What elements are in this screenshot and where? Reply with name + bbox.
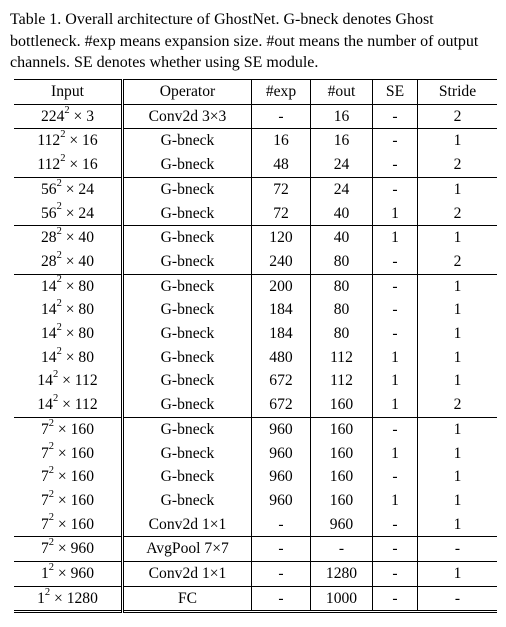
header-operator: Operator [123,80,252,105]
input-channels: × 160 [54,491,95,509]
cell-se: - [373,465,418,489]
cell-stride: 2 [453,252,462,270]
input-base: 7 [40,444,49,462]
input-base: 14 [40,301,57,319]
cell-exp: 960 [252,442,311,466]
cell-exp: - [252,104,311,129]
table-row [14,489,497,513]
cell-operator: G-bneck [123,369,252,393]
cell-se: 1 [373,346,418,370]
cell-exp: - [252,513,311,537]
cell-se: - [373,586,418,612]
cell-exp: 672 [252,369,311,393]
cell-exp: - [252,562,311,587]
header-input: Input [14,80,123,105]
cell-operator: G-bneck [123,226,252,250]
cell-se: - [373,513,418,537]
cell-input [14,442,123,466]
cell-input [14,226,123,250]
input-channels: × 960 [54,540,95,558]
cell-stride: 1 [453,277,462,295]
cell-input [14,346,123,370]
cell-out: 960 [311,513,373,537]
cell-operator: G-bneck [123,298,252,322]
cell-out: 112 [311,346,373,370]
cell-out: 160 [311,417,373,441]
input-base: 7 [40,491,49,509]
cell-exp: 120 [252,226,311,250]
cell-exp: 72 [252,177,311,201]
cell-exp: 960 [252,417,311,441]
input-exponent: 2 [48,561,55,573]
cell-input [14,153,123,177]
table-row [14,465,497,489]
input-channels: × 160 [54,468,95,486]
table-row [14,369,497,393]
cell-out: 160 [311,442,373,466]
input-channels: × 160 [54,444,95,462]
cell-operator: G-bneck [123,393,252,417]
cell-se: - [373,250,418,274]
input-channels: × 160 [54,420,95,438]
cell-se: 1 [373,202,418,226]
input-exponent: 2 [56,274,62,286]
cell-se: - [373,537,418,562]
cell-input [14,562,123,587]
cell-exp: - [252,586,311,612]
cell-se: 1 [373,369,418,393]
table-row [14,129,497,153]
input-exponent: 2 [44,586,51,598]
cell-stride: 2 [453,156,462,174]
table-caption: Table 1. Overall architecture of GhostNet. G-bneck denotes Ghost bottleneck. #exp means expansion size. #out means the number of output channels. SE denotes whether using SE module. [10,11,479,71]
table-row [14,177,497,201]
cell-out: 40 [311,202,373,226]
input-channels: × 40 [61,252,95,270]
table-row [14,298,497,322]
cell-out: 160 [311,489,373,513]
cell-out: 24 [311,177,373,201]
input-channels: × 3 [69,107,95,125]
cell-out: 112 [311,369,373,393]
header-exp: #exp [252,80,311,105]
cell-input [14,274,123,298]
input-base: 112 [37,156,61,174]
input-exponent: 2 [64,104,70,116]
input-exponent: 2 [56,298,62,310]
table-row [14,417,497,441]
cell-operator: Conv2d 3×3 [123,104,252,129]
cell-input [14,513,123,537]
cell-se: - [373,417,418,441]
cell-input [14,537,123,562]
table-row [14,322,497,346]
cell-operator: Conv2d 1×1 [123,513,252,537]
cell-input [14,489,123,513]
cell-exp: 480 [252,346,311,370]
cell-input [14,322,123,346]
input-channels: × 80 [61,301,95,319]
cell-exp: 184 [252,298,311,322]
input-exponent: 2 [52,392,59,404]
input-exponent: 2 [56,249,62,261]
cell-out: 160 [311,465,373,489]
table-body [14,104,497,612]
cell-operator: G-bneck [123,442,252,466]
cell-exp: 672 [252,393,311,417]
input-channels: × 112 [58,396,98,414]
table-row [14,226,497,250]
cell-stride: - [454,589,461,607]
cell-input [14,104,123,129]
input-exponent: 2 [56,321,62,333]
cell-input [14,369,123,393]
cell-operator: AvgPool 7×7 [123,537,252,562]
header-se: SE [373,80,418,105]
cell-out: 160 [311,393,373,417]
cell-stride: 1 [453,229,462,247]
cell-out: 80 [311,322,373,346]
input-exponent: 2 [60,129,66,141]
cell-exp: 200 [252,274,311,298]
input-exponent: 2 [60,152,66,164]
cell-out: 40 [311,226,373,250]
cell-out: 24 [311,153,373,177]
cell-exp: 240 [252,250,311,274]
cell-stride: 1 [453,372,462,390]
table-row [14,250,497,274]
cell-exp: 960 [252,489,311,513]
input-exponent: 2 [48,537,55,549]
input-base: 1 [37,589,45,607]
cell-out: 80 [311,250,373,274]
input-base: 28 [40,229,57,247]
cell-se: - [373,322,418,346]
cell-stride: - [454,540,461,558]
input-channels: × 80 [61,325,95,343]
cell-input [14,129,123,153]
input-exponent: 2 [56,177,62,189]
cell-stride: 2 [453,396,462,414]
cell-out: 1280 [311,562,373,587]
input-channels: × 24 [61,180,95,198]
cell-stride: 1 [453,420,462,438]
input-exponent: 2 [56,201,62,213]
input-channels: × 24 [61,204,95,222]
input-channels: × 80 [61,348,95,366]
cell-out: 16 [311,104,373,129]
cell-exp: 16 [252,129,311,153]
input-exponent: 2 [48,441,55,453]
cell-stride: 2 [453,204,462,222]
cell-exp: 184 [252,322,311,346]
input-base: 56 [40,180,57,198]
cell-input [14,250,123,274]
input-base: 56 [40,204,57,222]
input-base: 7 [40,515,49,533]
cell-operator: G-bneck [123,322,252,346]
cell-se: - [373,153,418,177]
cell-exp: - [252,537,311,562]
table-row [14,513,497,537]
input-base: 14 [37,396,53,414]
cell-out: 16 [311,129,373,153]
cell-operator: G-bneck [123,129,252,153]
input-channels: × 16 [65,132,98,150]
input-base: 14 [40,325,57,343]
input-base: 7 [40,540,49,558]
cell-operator: G-bneck [123,465,252,489]
input-channels: × 1280 [50,589,98,607]
table-row [14,562,497,587]
input-base: 28 [40,252,57,270]
cell-stride: 1 [453,180,462,198]
input-channels: × 80 [61,277,95,295]
cell-stride: 1 [453,491,462,509]
input-base: 1 [40,565,49,583]
input-exponent: 2 [52,369,59,381]
cell-stride: 1 [453,325,462,343]
input-base: 112 [37,132,61,150]
cell-stride: 2 [453,107,462,125]
cell-stride: 1 [453,444,462,462]
cell-stride: 1 [453,468,462,486]
input-base: 7 [40,420,49,438]
header-stride: Stride [438,83,477,100]
cell-operator: G-bneck [123,417,252,441]
table-row [14,537,497,562]
cell-se: 1 [373,442,418,466]
cell-out: 80 [311,298,373,322]
input-channels: × 960 [54,565,95,583]
cell-se: - [373,562,418,587]
table-row [14,393,497,417]
input-base: 224 [40,107,65,125]
cell-exp: 48 [252,153,311,177]
table-row [14,442,497,466]
input-channels: × 160 [54,515,95,533]
table-row [14,104,497,129]
cell-se: - [373,274,418,298]
input-exponent: 2 [48,488,55,500]
cell-se: - [373,177,418,201]
input-exponent: 2 [48,512,55,524]
input-channels: × 40 [61,229,95,247]
cell-stride: 1 [453,565,462,583]
cell-input [14,465,123,489]
cell-operator: G-bneck [123,153,252,177]
table-row [14,274,497,298]
cell-exp: 960 [252,465,311,489]
input-base: 14 [40,277,57,295]
input-exponent: 2 [56,226,62,238]
input-base: 7 [40,468,49,486]
input-channels: × 16 [65,156,98,174]
cell-operator: G-bneck [123,177,252,201]
cell-out: - [311,537,373,562]
architecture-table [14,79,497,613]
cell-se: - [373,298,418,322]
cell-out: 1000 [311,586,373,612]
cell-se: 1 [373,393,418,417]
cell-input [14,298,123,322]
cell-operator: G-bneck [123,274,252,298]
cell-se: - [373,104,418,129]
input-base: 14 [40,348,57,366]
table-row [14,346,497,370]
cell-operator: Conv2d 1×1 [123,562,252,587]
cell-stride: 1 [453,132,462,150]
input-exponent: 2 [48,465,55,477]
cell-input [14,417,123,441]
cell-se: 1 [373,489,418,513]
cell-out: 80 [311,274,373,298]
cell-operator: FC [123,586,252,612]
cell-operator: G-bneck [123,489,252,513]
cell-input [14,586,123,612]
cell-stride: 1 [453,301,462,319]
cell-operator: G-bneck [123,202,252,226]
table-row [14,586,497,612]
cell-se: 1 [373,226,418,250]
input-base: 14 [37,372,53,390]
cell-se: - [373,129,418,153]
input-exponent: 2 [48,417,55,429]
header-row [14,80,497,105]
cell-stride: 1 [453,348,462,366]
cell-stride: 1 [453,515,462,533]
input-channels: × 112 [58,372,98,390]
table-row [14,202,497,226]
cell-input [14,393,123,417]
table-row [14,153,497,177]
cell-input [14,177,123,201]
header-out: #out [311,80,373,105]
cell-input [14,202,123,226]
cell-operator: G-bneck [123,346,252,370]
cell-exp: 72 [252,202,311,226]
input-exponent: 2 [56,345,62,357]
cell-operator: G-bneck [123,250,252,274]
